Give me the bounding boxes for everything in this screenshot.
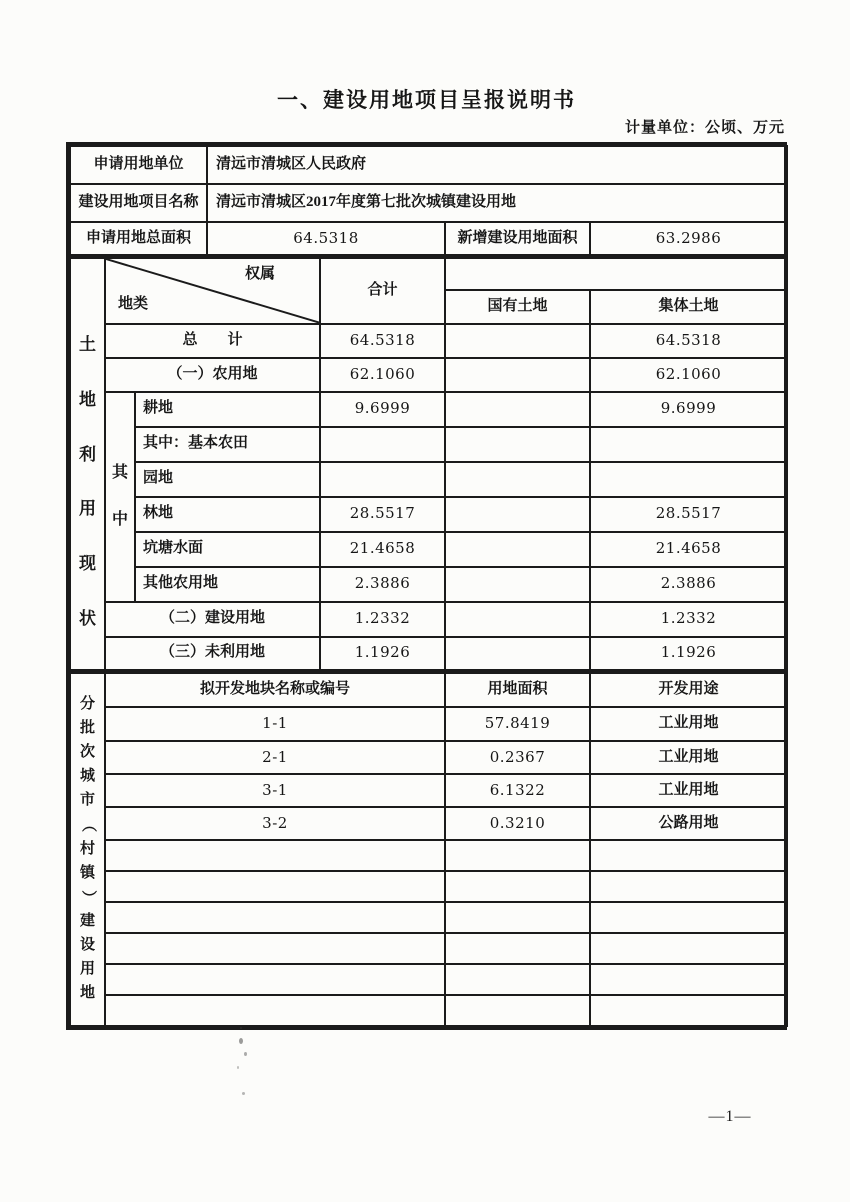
- total-value: 2.3886: [320, 567, 445, 602]
- parcel-name: 2-1: [105, 741, 445, 774]
- total-area-label: 申请用地总面积: [70, 222, 207, 255]
- total-value: 9.6999: [320, 392, 445, 427]
- table-row: [70, 840, 787, 871]
- parcel-area: [445, 902, 590, 933]
- table-row: [70, 324, 787, 358]
- project-name-value: 清远市清城区2017年度第七批次城镇建设用地: [207, 184, 787, 222]
- parcel-name: [105, 933, 445, 964]
- total-value: 1.2332: [320, 602, 445, 637]
- row-label: 林地: [135, 497, 320, 532]
- parcel-use: [590, 871, 787, 902]
- row-label: （一）农用地: [105, 358, 320, 392]
- report-table: [66, 142, 787, 1030]
- scan-noise: [240, 1027, 242, 1029]
- parcels-section-label: 分 批 次 城 市 （ 村 镇 ） 建 设 用 地: [70, 672, 105, 1026]
- column-header-parcel-area: 用地面积: [445, 672, 590, 707]
- collective-value: 1.1926: [590, 637, 787, 670]
- collective-value: 2.3886: [590, 567, 787, 602]
- ownership-header-band: [445, 258, 787, 290]
- parcel-area: [445, 871, 590, 902]
- row-label: （三）未利用地: [105, 637, 320, 670]
- parcel-name: [105, 995, 445, 1026]
- land-use-table: [69, 256, 788, 671]
- parcel-use: 工业用地: [590, 774, 787, 807]
- row-label: （二）建设用地: [105, 602, 320, 637]
- column-header-total: 合计: [320, 258, 445, 324]
- corner-label-land-class: 地类: [118, 296, 149, 313]
- table-row: [70, 995, 787, 1026]
- collective-value: 1.2332: [590, 602, 787, 637]
- page-number: —1—: [708, 1108, 752, 1125]
- project-name-row: [70, 184, 787, 222]
- parcel-area: [445, 840, 590, 871]
- parcel-name: [105, 964, 445, 995]
- parcel-area: [445, 964, 590, 995]
- table-row: [70, 392, 787, 427]
- subgroup-label: 其 中: [105, 392, 135, 602]
- total-value: 62.1060: [320, 358, 445, 392]
- table-row: [70, 567, 787, 602]
- collective-value: 62.1060: [590, 358, 787, 392]
- parcel-use: 工业用地: [590, 741, 787, 774]
- parcel-area: 6.1322: [445, 774, 590, 807]
- collective-value: [590, 427, 787, 462]
- collective-value: 64.5318: [590, 324, 787, 358]
- table-row: [70, 902, 787, 933]
- row-label: 其中：基本农田: [135, 427, 320, 462]
- table-row: [70, 741, 787, 774]
- parcel-area: [445, 995, 590, 1026]
- applicant-value: 清远市清城区人民政府: [207, 146, 787, 184]
- table-row: [70, 871, 787, 902]
- corner-label-ownership: 权属: [244, 266, 275, 282]
- state-value: [445, 462, 590, 497]
- total-value: 64.5318: [320, 324, 445, 358]
- state-value: [445, 392, 590, 427]
- row-label: 园地: [135, 462, 320, 497]
- total-value: 28.5517: [320, 497, 445, 532]
- info-table: [69, 145, 788, 256]
- table-row: [70, 532, 787, 567]
- parcel-name: [105, 871, 445, 902]
- total-value: [320, 462, 445, 497]
- table-row: [70, 462, 787, 497]
- parcel-use: [590, 902, 787, 933]
- collective-value: [590, 462, 787, 497]
- parcel-name: 3-1: [105, 774, 445, 807]
- project-name-label: 建设用地项目名称: [70, 184, 207, 222]
- parcel-use: [590, 840, 787, 871]
- area-row: [70, 222, 787, 255]
- state-value: [445, 567, 590, 602]
- parcel-use: [590, 964, 787, 995]
- table-row: [70, 933, 787, 964]
- scan-noise: [237, 1066, 239, 1069]
- collective-value: 21.4658: [590, 532, 787, 567]
- column-header-state-land: 国有土地: [445, 290, 590, 324]
- land-use-section-label: 土 地 利 用 现 状: [70, 258, 105, 670]
- table-row: [70, 707, 787, 741]
- applicant-label: 申请用地单位: [70, 146, 207, 184]
- column-header-parcel-use: 开发用途: [590, 672, 787, 707]
- state-value: [445, 532, 590, 567]
- table-row: [70, 637, 787, 670]
- state-value: [445, 324, 590, 358]
- scan-noise: [242, 1092, 245, 1095]
- state-value: [445, 358, 590, 392]
- table-row: [70, 427, 787, 462]
- total-value: 21.4658: [320, 532, 445, 567]
- document-title: 一、建设用地项目呈报说明书: [277, 88, 576, 112]
- table-row: [70, 497, 787, 532]
- state-value: [445, 427, 590, 462]
- total-value: [320, 427, 445, 462]
- parcel-name: 1-1: [105, 707, 445, 741]
- diagonal-header-cell: [105, 258, 320, 324]
- new-area-label: 新增建设用地面积: [445, 222, 590, 255]
- table-row: [70, 774, 787, 807]
- table-row: [70, 602, 787, 637]
- measurement-unit-note: 计量单位：公顷、万元: [624, 120, 785, 136]
- parcels-table: [69, 671, 788, 1028]
- column-header-parcel-name: 拟开发地块名称或编号: [105, 672, 445, 707]
- parcel-area: [445, 933, 590, 964]
- parcel-use: 公路用地: [590, 807, 787, 840]
- row-label: 其他农用地: [135, 567, 320, 602]
- table-row: [70, 964, 787, 995]
- state-value: [445, 637, 590, 670]
- collective-value: 9.6999: [590, 392, 787, 427]
- row-label: 耕地: [135, 392, 320, 427]
- parcel-area: 57.8419: [445, 707, 590, 741]
- parcel-name: [105, 840, 445, 871]
- row-label: 总 计: [105, 324, 320, 358]
- scan-noise: [239, 1038, 243, 1044]
- new-area-value: 63.2986: [590, 222, 787, 255]
- parcel-area: 0.2367: [445, 741, 590, 774]
- total-area-value: 64.5318: [207, 222, 445, 255]
- parcel-use: [590, 995, 787, 1026]
- state-value: [445, 602, 590, 637]
- table-row: [70, 358, 787, 392]
- applicant-row: [70, 146, 787, 184]
- parcel-use: 工业用地: [590, 707, 787, 741]
- parcel-area: 0.3210: [445, 807, 590, 840]
- total-value: 1.1926: [320, 637, 445, 670]
- parcel-use: [590, 933, 787, 964]
- parcel-name: [105, 902, 445, 933]
- column-header-collective-land: 集体土地: [590, 290, 787, 324]
- state-value: [445, 497, 590, 532]
- parcel-name: 3-2: [105, 807, 445, 840]
- scan-noise: [244, 1052, 247, 1056]
- collective-value: 28.5517: [590, 497, 787, 532]
- row-label: 坑塘水面: [135, 532, 320, 567]
- table-row: [70, 807, 787, 840]
